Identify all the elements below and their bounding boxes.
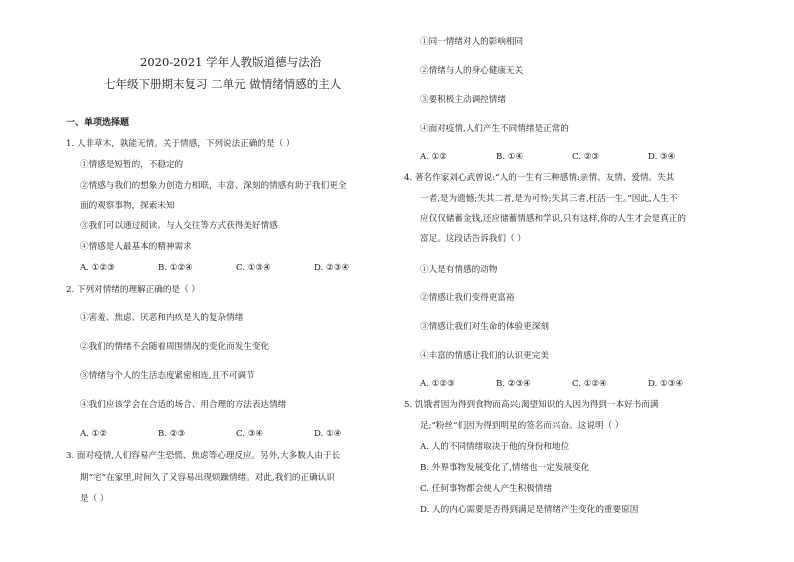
q2-statement-2: ②我们的情绪不会随着周围情况的变化而发生变化 bbox=[80, 342, 270, 352]
q5-option-d: D. 人的内心需要是否得到满足是情绪产生变化的重要原因 bbox=[420, 505, 639, 515]
q2-option-c: C. ③④ bbox=[236, 429, 264, 439]
q4-option-a: A. ①②③ bbox=[420, 379, 455, 389]
q3-option-b: B. ①④ bbox=[496, 152, 524, 162]
question-1-stem: 1. 人非草木，孰能无情。关于情感，下列说法正确的是（ ） bbox=[66, 139, 295, 149]
section-heading: 一、单项选择题 bbox=[66, 118, 130, 128]
q4-option-b: B. ②③④ bbox=[496, 379, 531, 389]
question-4-stem-line-4: 富足。这段话告诉我们（ ） bbox=[420, 234, 526, 244]
q2-statement-3: ③情绪与个人的生活态度紧密相连,且不可调节 bbox=[80, 371, 255, 381]
q1-statement-3: ③我们可以通过阅读、与人交往等方式获得美好情感 bbox=[80, 221, 278, 231]
question-2-stem: 2. 下列对情绪的理解正确的是（ ） bbox=[66, 285, 200, 295]
q4-statement-1: ①人是有情感的动物 bbox=[420, 265, 498, 275]
question-4-stem-line-2: 一者,是为遗憾;失其二者,是为可怜;失其三者,枉活一生。”因此,人生不 bbox=[420, 194, 678, 204]
page-title-line-1: 2020-2021 学年人教版道德与法治 bbox=[140, 55, 322, 69]
q4-statement-3: ③情感让我们对生命的体验更深刻 bbox=[420, 322, 549, 332]
q1-option-b: B. ①②④ bbox=[158, 263, 193, 273]
q4-statement-2: ②情感让我们变得更富裕 bbox=[420, 293, 515, 303]
q3-statement-2: ②情绪与人的身心健康无关 bbox=[420, 66, 524, 76]
question-3-stem-line-3: 是（ ） bbox=[80, 494, 109, 504]
question-3-stem-line-1: 3. 面对疫情,人们容易产生恐慌、焦虑等心理反应。另外,大多数人由于长 bbox=[66, 451, 341, 461]
q3-option-d: D. ③④ bbox=[648, 152, 676, 162]
q5-option-a: A. 人的不同情绪取决于他的身份和地位 bbox=[420, 442, 570, 452]
q1-statement-1: ①情感是短暂的，不稳定的 bbox=[80, 160, 184, 170]
q3-option-c: C. ②③ bbox=[572, 152, 600, 162]
question-5-stem-line-2: 足;“粉丝”们因为得到明星的签名而兴奋。这说明（ ） bbox=[420, 421, 624, 431]
q2-statement-1: ①害羞、焦虑、厌恶和内疚是人的复杂情绪 bbox=[80, 313, 244, 323]
q4-option-c: C. ①②④ bbox=[572, 379, 607, 389]
question-5-stem-line-1: 5. 饥饿者因为得到食物而高兴;渴望知识的人因为得到一本好书而满 bbox=[404, 400, 659, 410]
q3-statement-4: ④面对疫情,人们产生不同情绪是正常的 bbox=[420, 124, 569, 134]
q4-option-d: D. ①③④ bbox=[648, 379, 684, 389]
q2-option-a: A. ①② bbox=[80, 429, 108, 439]
q3-option-a: A. ①② bbox=[420, 152, 448, 162]
question-4-stem-line-1: 4. 著名作家刘心武曾说:“人的一生有三种感情:亲情、友情、爱情。失其 bbox=[404, 173, 675, 183]
q2-option-b: B. ②③ bbox=[158, 429, 186, 439]
question-3-stem-line-2: 期“宅”在家里,时间久了又容易出现烦躁情绪。对此,我们的正确认识 bbox=[80, 473, 335, 483]
q4-statement-4: ④丰富的情感让我们的认识更完美 bbox=[420, 351, 549, 361]
page-title-line-2: 七年级下册期末复习 二单元 做情绪情感的主人 bbox=[104, 77, 342, 91]
q1-option-c: C. ①③④ bbox=[236, 263, 271, 273]
q1-option-a: A. ①②③ bbox=[80, 263, 115, 273]
q5-option-c: C. 任何事物都会使人产生积极情绪 bbox=[420, 484, 553, 494]
q2-option-d: D. ①④ bbox=[314, 429, 342, 439]
q2-statement-4: ④我们应该学会在合适的场合、用合理的方法表达情绪 bbox=[80, 400, 287, 410]
q3-statement-1: ①同一情绪对人的影响相同 bbox=[420, 37, 524, 47]
question-4-stem-line-3: 应仅仅储蓄金钱,还应储蓄情感和学识,只有这样,你的人生才会是真正的 bbox=[420, 214, 687, 224]
q1-option-d: D. ②③④ bbox=[314, 263, 350, 273]
q1-statement-4: ④情感是人最基本的精神需求 bbox=[80, 242, 192, 252]
q5-option-b: B. 外界事物发展变化了,情绪也一定发展变化 bbox=[420, 463, 590, 473]
q1-statement-2: ②情感与我们的想象力创造力相联，丰富、深刻的情感有助于我们更全 bbox=[80, 181, 347, 191]
q3-statement-3: ③要积极主动调控情绪 bbox=[420, 95, 506, 105]
q1-statement-2-cont: 面的观察事物，探索未知 bbox=[80, 201, 175, 211]
